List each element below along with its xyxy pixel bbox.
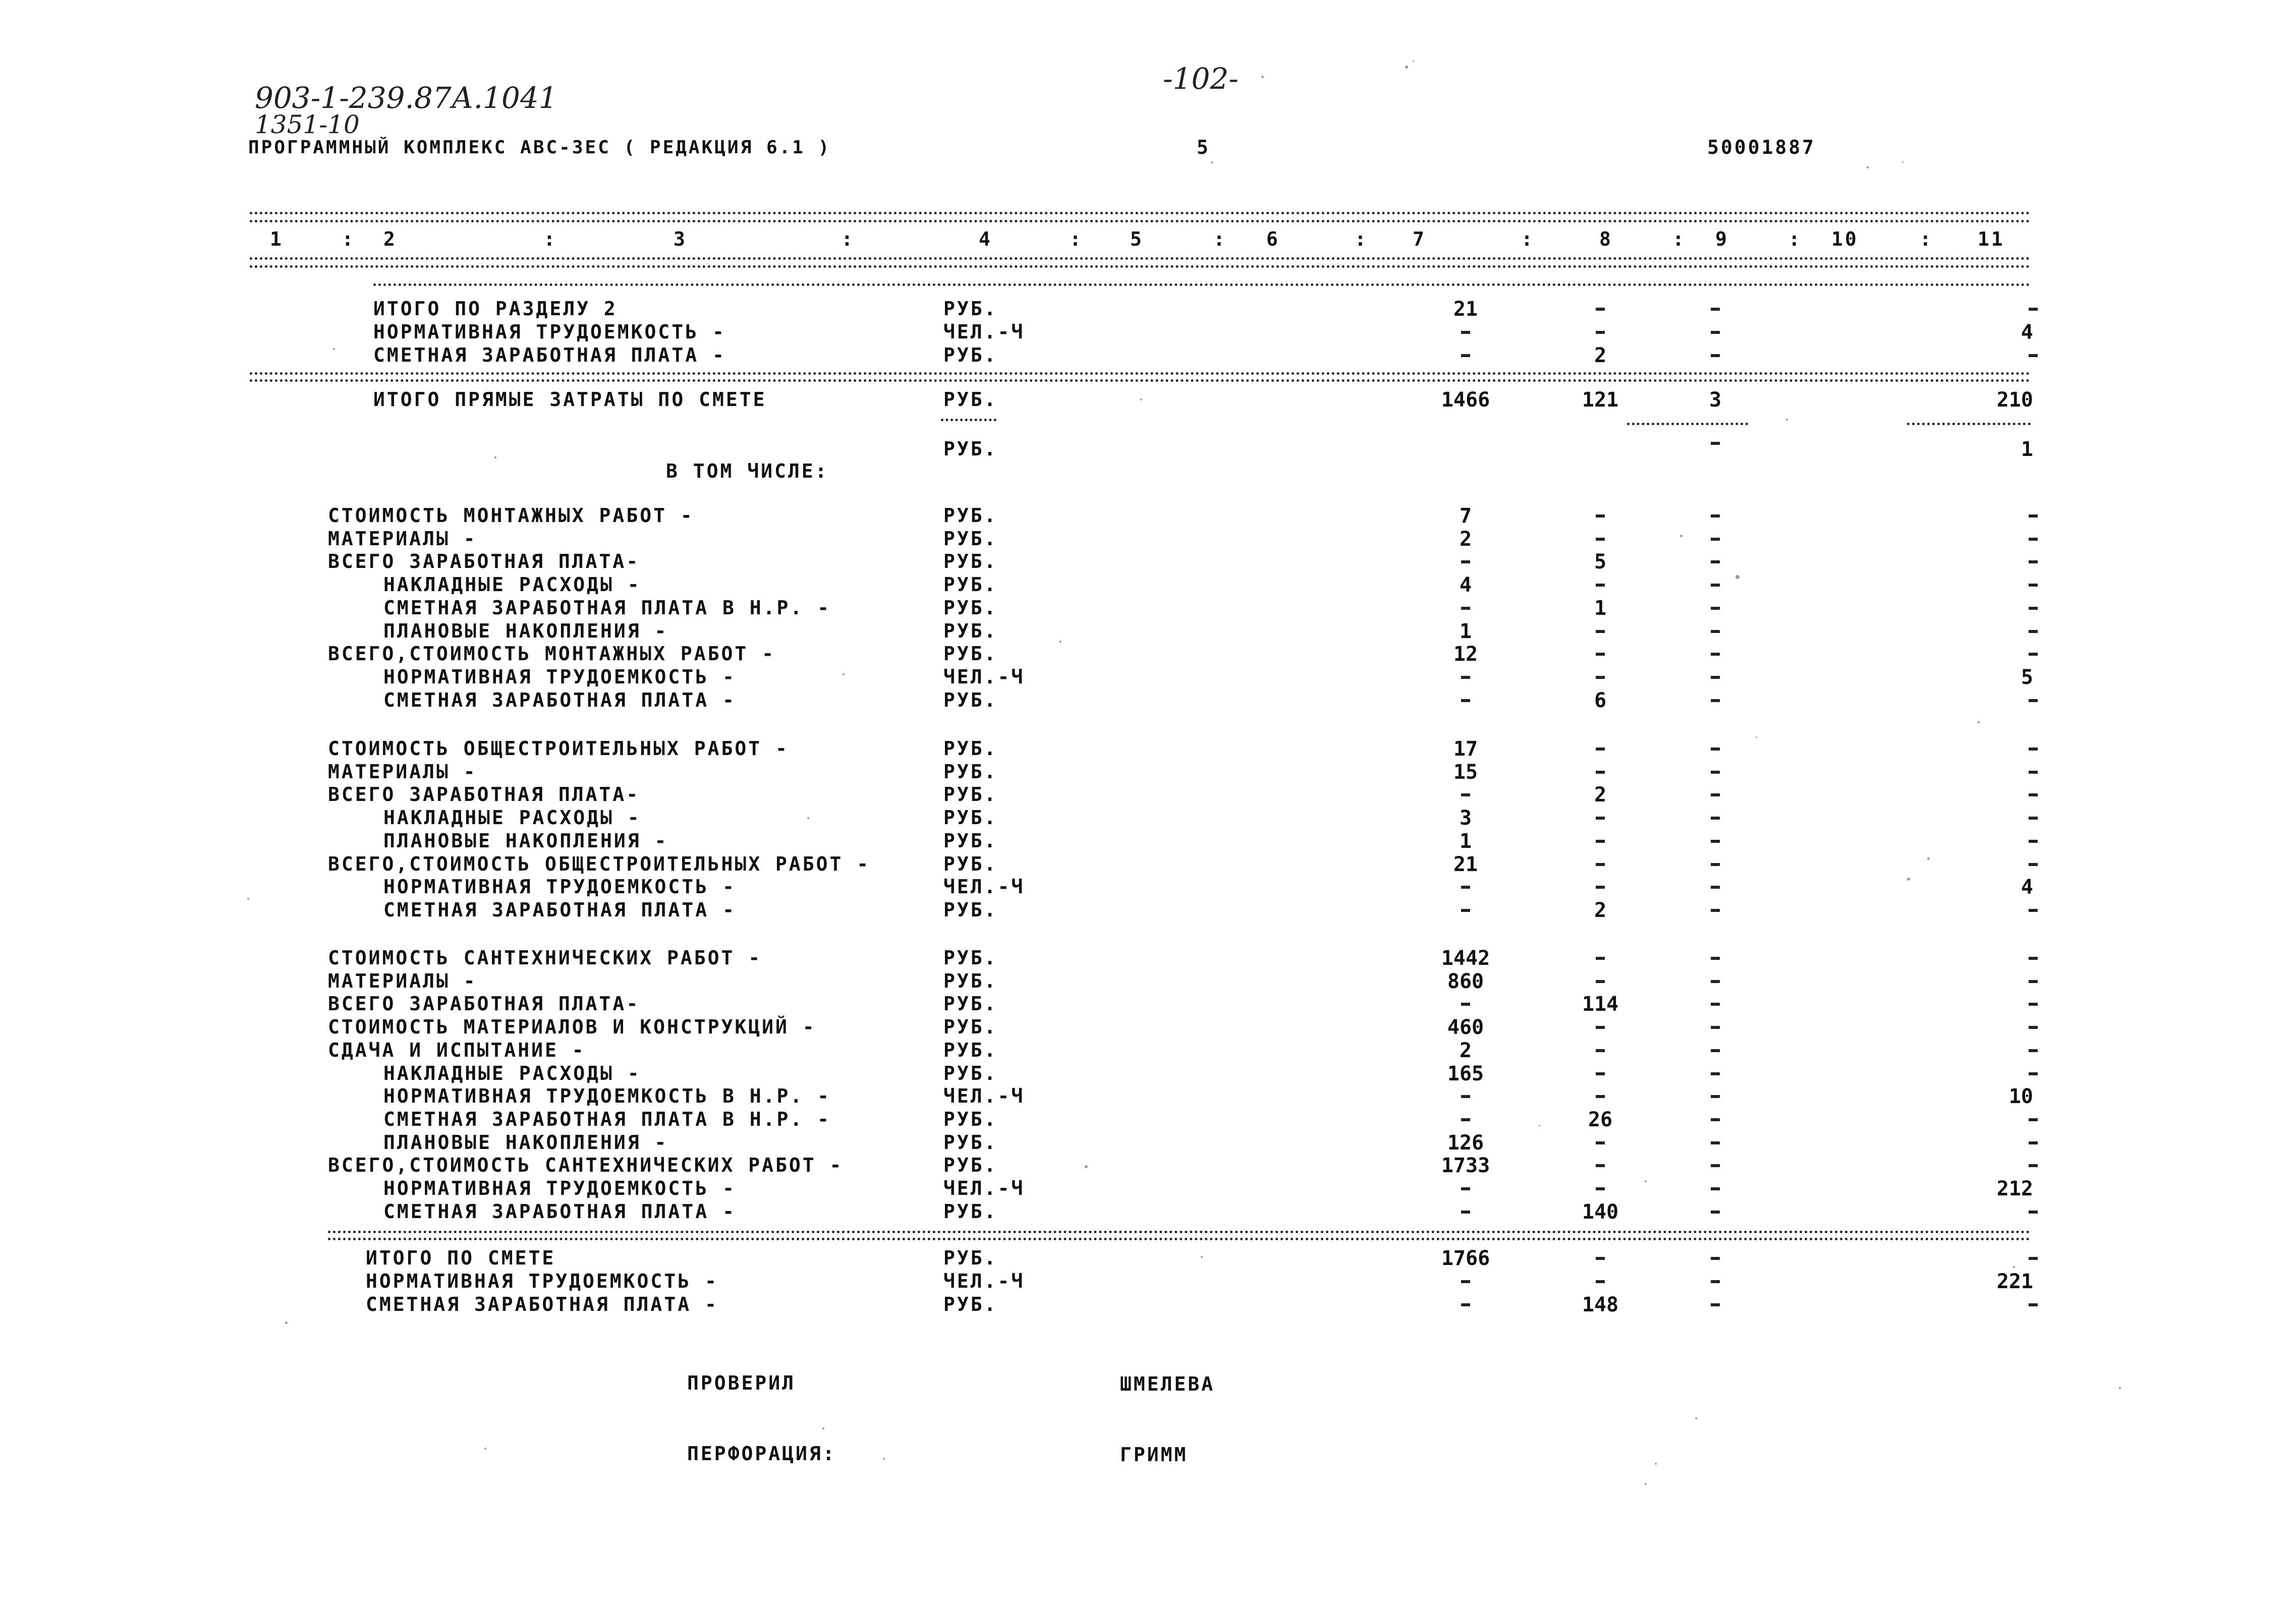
group-0-row-2-col8: 5	[1594, 550, 1607, 574]
program-line: ПРОГРАММНЫЙ КОМПЛЕКС АВС-3ЕС ( РЕДАКЦИЯ 6.1 )	[248, 137, 831, 158]
group-2-row-0-col7: 1442	[1441, 947, 1490, 970]
column-header-5: 5	[1130, 228, 1144, 250]
group-2-row-10-col11: 212	[1996, 1177, 2033, 1200]
group-0-row-1-col11	[2029, 538, 2038, 541]
group-2-row-4-col9	[1711, 1049, 1720, 1052]
scan-speck	[1756, 736, 1757, 738]
group-0-row-3-col11	[2029, 584, 2038, 587]
scan-speck	[2119, 1387, 2121, 1389]
scan-speck	[1085, 1165, 1088, 1168]
group-2-row-2-col7	[1461, 1003, 1470, 1006]
column-separator: :	[1672, 228, 1686, 250]
group-2-row-6-unit: ЧЕЛ.-Ч	[943, 1085, 1025, 1108]
section-total-0-col8	[1596, 308, 1605, 311]
column-header-4: 4	[979, 228, 992, 250]
group-2-row-8-col7: 126	[1447, 1131, 1484, 1155]
group-0-row-0-col7: 7	[1459, 504, 1472, 528]
group-2-row-2-label: ВСЕГО ЗАРАБОТНАЯ ПЛАТА-	[328, 993, 640, 1015]
group-0-row-7-unit: ЧЕЛ.-Ч	[943, 665, 1025, 688]
group-0-row-4-col8: 1	[1594, 596, 1607, 620]
extra-row-unit: РУБ.	[943, 438, 998, 460]
group-1-row-0-col8	[1596, 747, 1605, 751]
group-2-row-6-col8	[1596, 1095, 1605, 1098]
group-1-row-7-col7	[1461, 909, 1470, 912]
short-rule-unit	[941, 419, 996, 421]
section-total-2-col8: 2	[1594, 344, 1607, 367]
scan-speck	[247, 898, 249, 900]
group-1-row-6-unit: ЧЕЛ.-Ч	[943, 876, 1025, 898]
estimate-total-0-col8	[1596, 1257, 1605, 1260]
estimate-total-1-label: НОРМАТИВНАЯ ТРУДОЕМКОСТЬ -	[366, 1270, 718, 1292]
estimate-total-2-unit: РУБ.	[943, 1293, 998, 1315]
group-2-row-11-col9	[1711, 1211, 1720, 1214]
group-0-row-7-col8	[1596, 676, 1605, 679]
group-2-row-2-col8: 114	[1582, 993, 1619, 1016]
group-1-row-3-label: НАКЛАДНЫЕ РАСХОДЫ -	[383, 807, 641, 829]
group-2-row-5-col9	[1711, 1072, 1720, 1075]
group-1-row-1-col8	[1596, 771, 1605, 774]
section-total-1-unit: ЧЕЛ.-Ч	[943, 321, 1025, 343]
group-1-row-2-col8: 2	[1594, 783, 1607, 807]
group-2-row-10-col8	[1596, 1187, 1605, 1190]
group-2-row-4-label: СДАЧА И ИСПЫТАНИЕ -	[328, 1039, 586, 1061]
group-2-row-9-unit: РУБ.	[943, 1154, 998, 1177]
scan-speck	[1680, 535, 1683, 537]
column-header-8: 8	[1599, 228, 1613, 250]
scan-speck	[1413, 61, 1414, 62]
direct-costs-col11: 210	[1996, 388, 2033, 412]
group-1-row-0-label: СТОИМОСТЬ ОБЩЕСТРОИТЕЛЬНЫХ РАБОТ -	[328, 737, 789, 760]
group-0-row-5-label: ПЛАНОВЫЕ НАКОПЛЕНИЯ -	[383, 619, 668, 642]
group-2-row-10-col9	[1711, 1187, 1720, 1190]
group-2-row-9-col9	[1711, 1164, 1720, 1167]
group-1-row-3-col7: 3	[1459, 807, 1472, 830]
group-2-row-5-col11	[2029, 1072, 2038, 1075]
column-separator: :	[1920, 228, 1933, 250]
estimate-total-1-unit: ЧЕЛ.-Ч	[943, 1270, 1025, 1292]
section-rule-bottom	[250, 372, 2031, 375]
group-1-row-3-col8	[1596, 817, 1605, 820]
group-0-row-0-unit: РУБ.	[943, 504, 998, 527]
scan-speck	[1978, 721, 1980, 723]
group-0-row-4-col9	[1711, 607, 1720, 610]
estimate-total-1-col8	[1596, 1280, 1605, 1283]
group-2-row-6-label: НОРМАТИВНАЯ ТРУДОЕМКОСТЬ В Н.Р. -	[383, 1085, 831, 1108]
short-rule-col11	[1907, 423, 2031, 425]
group-2-row-3-col11	[2029, 1026, 2038, 1029]
estimate-total-2-col7	[1461, 1303, 1470, 1306]
section-total-0-col7: 21	[1453, 298, 1478, 321]
scan-speck	[883, 1458, 885, 1460]
section-total-0-col11	[2029, 308, 2038, 311]
group-2-row-4-unit: РУБ.	[943, 1039, 998, 1061]
checked-by-name: ШМЕЛЕВА	[1120, 1373, 1215, 1395]
group-0-row-7-col11: 5	[2021, 665, 2033, 689]
column-separator: :	[1070, 228, 1083, 250]
section-total-0-unit: РУБ.	[943, 298, 998, 320]
checked-by-label: ПРОВЕРИЛ	[687, 1372, 796, 1394]
group-1-row-2-label: ВСЕГО ЗАРАБОТНАЯ ПЛАТА-	[328, 783, 640, 806]
estimate-total-0-label: ИТОГО ПО СМЕТЕ	[366, 1247, 556, 1269]
group-2-row-8-col8	[1596, 1141, 1605, 1144]
group-2-row-0-col8	[1596, 957, 1605, 960]
scan-speck	[1867, 166, 1869, 168]
estimate-total-0-col11	[2029, 1257, 2038, 1260]
scan-speck	[1140, 398, 1142, 400]
group-2-row-4-col11	[2029, 1049, 2038, 1052]
group-2-row-7-col8: 26	[1588, 1108, 1613, 1131]
group-0-row-3-col7: 4	[1459, 573, 1472, 597]
group-1-row-3-col11	[2029, 817, 2038, 820]
handwritten-document-number: 903-1-239.87А.1041	[255, 81, 557, 115]
group-2-row-4-col7: 2	[1459, 1039, 1472, 1062]
group-1-row-1-col11	[2029, 771, 2038, 774]
column-header-11: 11	[1978, 228, 2005, 250]
group-0-row-2-col11	[2029, 560, 2038, 563]
column-separator: :	[1788, 228, 1802, 250]
group-2-row-0-col11	[2029, 957, 2038, 960]
group-1-row-6-col11: 4	[2021, 876, 2033, 899]
group-1-row-7-label: СМЕТНАЯ ЗАРАБОТНАЯ ПЛАТА -	[383, 898, 736, 921]
page-number: -102-	[1163, 62, 1239, 96]
scan-speck	[1059, 641, 1061, 643]
scan-speck	[843, 673, 845, 675]
group-2-row-10-label: НОРМАТИВНАЯ ТРУДОЕМКОСТЬ -	[383, 1177, 736, 1199]
group-0-row-8-col11	[2029, 699, 2038, 702]
group-2-row-9-col8	[1596, 1164, 1605, 1167]
estimate-total-1-col9	[1711, 1280, 1720, 1283]
group-1-row-1-col9	[1711, 771, 1720, 774]
group-1-row-0-unit: РУБ.	[943, 737, 998, 760]
group-1-row-5-label: ВСЕГО,СТОИМОСТЬ ОБЩЕСТРОИТЕЛЬНЫХ РАБОТ -	[328, 852, 871, 875]
scan-speck	[1211, 161, 1213, 163]
group-2-row-8-col11	[2029, 1141, 2038, 1144]
group-1-row-5-col8	[1596, 863, 1605, 866]
section-total-1-label: НОРМАТИВНАЯ ТРУДОЕМКОСТЬ -	[373, 321, 726, 343]
column-header-9: 9	[1715, 228, 1729, 250]
group-0-row-6-label: ВСЕГО,СТОИМОСТЬ МОНТАЖНЫХ РАБОТ -	[328, 643, 775, 665]
group-1-row-2-unit: РУБ.	[943, 783, 998, 806]
group-2-row-0-label: СТОИМОСТЬ САНТЕХНИЧЕСКИХ РАБОТ -	[328, 947, 762, 969]
group-1-row-1-label: МАТЕРИАЛЫ -	[328, 760, 477, 783]
group-1-row-5-unit: РУБ.	[943, 852, 998, 875]
group-2-row-8-unit: РУБ.	[943, 1131, 998, 1154]
estimate-total-2-col11	[2029, 1303, 2038, 1306]
group-0-row-5-col7: 1	[1459, 619, 1472, 643]
extra-row-col11: 1	[2021, 438, 2033, 461]
group-1-row-4-unit: РУБ.	[943, 829, 998, 852]
section-total-2-label: СМЕТНАЯ ЗАРАБОТНАЯ ПЛАТА -	[373, 344, 726, 366]
group-2-row-11-col11	[2029, 1211, 2038, 1214]
group-0-row-7-col9	[1711, 676, 1720, 679]
group-0-row-5-col8	[1596, 630, 1605, 633]
group-2-row-3-label: СТОИМОСТЬ МАТЕРИАЛОВ И КОНСТРУКЦИЙ -	[328, 1016, 816, 1039]
direct-costs-label: ИТОГО ПРЯМЫЕ ЗАТРАТЫ ПО СМЕТЕ	[373, 388, 767, 411]
group-1-row-4-col7: 1	[1459, 829, 1472, 853]
group-2-row-8-label: ПЛАНОВЫЕ НАКОПЛЕНИЯ -	[383, 1131, 668, 1154]
group-2-row-0-unit: РУБ.	[943, 947, 998, 969]
scan-speck	[1645, 1180, 1647, 1182]
group-0-row-8-label: СМЕТНАЯ ЗАРАБОТНАЯ ПЛАТА -	[383, 688, 736, 711]
group-1-row-2-col11	[2029, 793, 2038, 796]
group-0-row-2-unit: РУБ.	[943, 550, 998, 573]
scan-speck	[1927, 857, 1930, 860]
column-header-3: 3	[674, 228, 687, 250]
group-2-row-2-col9	[1711, 1003, 1720, 1006]
group-0-row-0-col9	[1711, 514, 1720, 517]
direct-costs-col9: 3	[1709, 388, 1722, 412]
sheet-mark: 5	[1197, 136, 1210, 158]
group-0-row-7-col7	[1461, 676, 1470, 679]
section-rule-bottom-2	[250, 379, 2031, 382]
group-1-row-7-unit: РУБ.	[943, 898, 998, 921]
section-total-2-col7	[1461, 354, 1470, 357]
column-header-7: 7	[1413, 228, 1426, 250]
group-0-row-8-col7	[1461, 699, 1470, 702]
group-1-row-5-col11	[2029, 863, 2038, 866]
group-2-row-7-col11	[2029, 1118, 2038, 1121]
group-2-row-0-col9	[1711, 957, 1720, 960]
group-0-row-2-col7	[1461, 560, 1470, 563]
group-1-row-7-col9	[1711, 909, 1720, 912]
group-0-row-4-col7	[1461, 607, 1470, 610]
group-2-row-7-col7	[1461, 1118, 1470, 1121]
group-2-row-1-label: МАТЕРИАЛЫ -	[328, 969, 477, 992]
group-0-row-1-col9	[1711, 538, 1720, 541]
group-0-row-3-unit: РУБ.	[943, 573, 998, 596]
group-0-row-0-col11	[2029, 514, 2038, 517]
group-1-row-5-col7: 21	[1453, 852, 1478, 876]
short-rule-col9	[1627, 423, 1748, 425]
group-0-row-6-col7: 12	[1453, 643, 1478, 666]
document-code: 50001887	[1707, 136, 1816, 158]
header-rule-2	[250, 220, 2031, 222]
group-2-row-1-col8	[1596, 980, 1605, 983]
group-1-row-4-col9	[1711, 840, 1720, 843]
group-1-row-1-col7: 15	[1453, 760, 1478, 784]
scan-speck	[333, 348, 335, 350]
header-rule-top	[250, 212, 2031, 214]
direct-costs-unit: РУБ.	[943, 388, 998, 411]
column-header-2: 2	[383, 228, 397, 250]
group-0-row-4-col11	[2029, 607, 2038, 610]
direct-costs-col7: 1466	[1441, 388, 1490, 412]
group-0-row-5-col11	[2029, 630, 2038, 633]
group-0-row-5-unit: РУБ.	[943, 619, 998, 642]
group-1-row-7-col8: 2	[1594, 898, 1607, 922]
group-2-row-5-unit: РУБ.	[943, 1062, 998, 1084]
group-1-row-0-col11	[2029, 747, 2038, 751]
estimate-total-0-col7: 1766	[1441, 1247, 1490, 1270]
scan-speck	[1261, 76, 1264, 78]
perforation-name: ГРИММ	[1120, 1444, 1188, 1466]
scan-speck	[1655, 1463, 1657, 1465]
scan-speck	[807, 817, 809, 819]
handwritten-sheet-code: 1351-10	[255, 110, 360, 139]
scan-speck	[1735, 575, 1740, 579]
section-total-0-label: ИТОГО ПО РАЗДЕЛУ 2	[373, 298, 618, 320]
group-0-row-6-unit: РУБ.	[943, 643, 998, 665]
group-1-row-4-col8	[1596, 840, 1605, 843]
group-0-row-2-col9	[1711, 560, 1720, 563]
group-2-row-11-col7	[1461, 1211, 1470, 1214]
scan-speck	[1645, 1483, 1647, 1485]
group-1-row-1-unit: РУБ.	[943, 760, 998, 783]
group-2-row-11-col8: 140	[1582, 1200, 1619, 1224]
group-1-row-6-label: НОРМАТИВНАЯ ТРУДОЕМКОСТЬ -	[383, 876, 736, 898]
group-2-row-1-col11	[2029, 980, 2038, 983]
group-0-row-8-col8: 6	[1594, 688, 1607, 712]
group-0-row-2-label: ВСЕГО ЗАРАБОТНАЯ ПЛАТА-	[328, 550, 640, 573]
group-0-row-4-unit: РУБ.	[943, 596, 998, 619]
group-2-row-5-label: НАКЛАДНЫЕ РАСХОДЫ -	[383, 1062, 641, 1084]
group-1-row-2-col7	[1461, 793, 1470, 796]
group-0-row-5-col9	[1711, 630, 1720, 633]
scan-speck	[1405, 66, 1408, 69]
estimate-total-1-col11: 221	[1996, 1270, 2033, 1293]
group-2-row-5-col7: 165	[1447, 1062, 1484, 1085]
scan-speck	[1902, 161, 1903, 163]
estimate-total-0-col9	[1711, 1257, 1720, 1260]
group-1-row-6-col8	[1596, 886, 1605, 889]
group-2-row-3-col8	[1596, 1026, 1605, 1029]
scan-speck	[494, 456, 496, 458]
group-1-row-4-label: ПЛАНОВЫЕ НАКОПЛЕНИЯ -	[383, 829, 668, 852]
group-0-row-1-col7: 2	[1459, 527, 1472, 551]
group-0-row-3-col8	[1596, 584, 1605, 587]
column-header-10: 10	[1831, 228, 1859, 250]
group-0-row-8-unit: РУБ.	[943, 688, 998, 711]
totals-rule-2	[328, 1238, 2031, 1240]
group-1-row-3-unit: РУБ.	[943, 807, 998, 829]
scan-speck	[1695, 1417, 1697, 1419]
group-0-row-1-col8	[1596, 538, 1605, 541]
column-separator: :	[1521, 228, 1535, 250]
group-2-row-3-col9	[1711, 1026, 1720, 1029]
group-1-row-6-col7	[1461, 886, 1470, 889]
estimate-total-2-col8: 148	[1582, 1293, 1619, 1316]
group-0-row-8-col9	[1711, 699, 1720, 702]
group-2-row-9-label: ВСЕГО,СТОИМОСТЬ САНТЕХНИЧЕСКИХ РАБОТ -	[328, 1154, 844, 1177]
column-separator: :	[1213, 228, 1227, 250]
group-0-row-3-label: НАКЛАДНЫЕ РАСХОДЫ -	[383, 573, 641, 596]
section-rule-top	[373, 283, 2031, 286]
group-2-row-3-col7: 460	[1447, 1016, 1484, 1040]
scan-speck	[1786, 419, 1788, 421]
section-total-1-col7	[1461, 331, 1470, 334]
group-2-row-1-col7: 860	[1447, 969, 1484, 993]
scan-speck	[2013, 1266, 2015, 1268]
group-2-row-2-unit: РУБ.	[943, 993, 998, 1015]
group-0-row-1-unit: РУБ.	[943, 527, 998, 550]
group-2-row-7-unit: РУБ.	[943, 1108, 998, 1130]
group-1-row-5-col9	[1711, 863, 1720, 866]
group-2-row-6-col11: 10	[2008, 1085, 2033, 1109]
group-0-row-7-label: НОРМАТИВНАЯ ТРУДОЕМКОСТЬ -	[383, 665, 736, 688]
section-total-1-col9	[1711, 331, 1720, 334]
header-rule-3	[250, 257, 2031, 260]
group-2-row-4-col8	[1596, 1049, 1605, 1052]
group-2-row-1-unit: РУБ.	[943, 969, 998, 992]
group-0-row-0-col8	[1596, 514, 1605, 517]
group-2-row-10-col7	[1461, 1187, 1470, 1190]
section-total-0-col9	[1711, 308, 1720, 311]
perforation-label: ПЕРФОРАЦИЯ:	[687, 1443, 836, 1465]
group-1-row-7-col11	[2029, 909, 2038, 912]
scan-speck	[1201, 1256, 1203, 1258]
group-2-row-11-unit: РУБ.	[943, 1200, 998, 1223]
estimate-total-2-label: СМЕТНАЯ ЗАРАБОТНАЯ ПЛАТА -	[366, 1293, 718, 1315]
group-0-row-0-label: СТОИМОСТЬ МОНТАЖНЫХ РАБОТ -	[328, 504, 694, 527]
group-2-row-11-label: СМЕТНАЯ ЗАРАБОТНАЯ ПЛАТА -	[383, 1200, 736, 1223]
group-2-row-7-label: СМЕТНАЯ ЗАРАБОТНАЯ ПЛАТА В Н.Р. -	[383, 1108, 831, 1130]
column-header-1: 1	[270, 228, 284, 250]
column-header-6: 6	[1266, 228, 1280, 250]
group-2-row-8-col9	[1711, 1141, 1720, 1144]
group-0-row-4-label: СМЕТНАЯ ЗАРАБОТНАЯ ПЛАТА В Н.Р. -	[383, 596, 831, 619]
section-total-1-col8	[1596, 331, 1605, 334]
group-2-row-5-col8	[1596, 1072, 1605, 1075]
scan-speck	[1539, 1125, 1540, 1126]
scan-speck	[285, 1321, 288, 1324]
group-0-row-6-col9	[1711, 653, 1720, 656]
group-2-row-3-unit: РУБ.	[943, 1016, 998, 1039]
direct-costs-col8: 121	[1582, 388, 1619, 412]
group-1-row-2-col9	[1711, 793, 1720, 796]
column-separator: :	[342, 228, 356, 250]
group-1-row-4-col11	[2029, 840, 2038, 843]
scan-speck	[1907, 878, 1910, 881]
group-2-row-10-unit: ЧЕЛ.-Ч	[943, 1177, 1025, 1199]
including-label: В ТОМ ЧИСЛЕ:	[666, 460, 829, 482]
totals-rule-top	[328, 1231, 2031, 1233]
group-0-row-3-col9	[1711, 584, 1720, 587]
scan-speck	[822, 1427, 824, 1429]
group-1-row-6-col9	[1711, 886, 1720, 889]
header-rule-bottom	[250, 265, 2031, 268]
group-0-row-6-col8	[1596, 653, 1605, 656]
group-1-row-0-col7: 17	[1453, 737, 1478, 761]
scan-speck	[484, 1448, 486, 1450]
section-total-2-unit: РУБ.	[943, 344, 998, 366]
group-2-row-9-col11	[2029, 1164, 2038, 1167]
group-1-row-3-col9	[1711, 817, 1720, 820]
column-separator: :	[543, 228, 557, 250]
column-separator: :	[1355, 228, 1368, 250]
group-2-row-9-col7: 1733	[1441, 1154, 1490, 1178]
extra-row-col9	[1711, 442, 1720, 445]
group-0-row-6-col11	[2029, 653, 2038, 656]
column-separator: :	[841, 228, 855, 250]
section-total-2-col11	[2029, 354, 2038, 357]
section-total-2-col9	[1711, 354, 1720, 357]
group-2-row-6-col7	[1461, 1095, 1470, 1098]
group-2-row-1-col9	[1711, 980, 1720, 983]
group-2-row-2-col11	[2029, 1003, 2038, 1006]
estimate-total-1-col7	[1461, 1280, 1470, 1283]
estimate-total-0-unit: РУБ.	[943, 1247, 998, 1269]
section-total-1-col11: 4	[2021, 321, 2033, 344]
group-2-row-7-col9	[1711, 1118, 1720, 1121]
group-0-row-1-label: МАТЕРИАЛЫ -	[328, 527, 477, 550]
group-1-row-0-col9	[1711, 747, 1720, 751]
estimate-total-2-col9	[1711, 1303, 1720, 1306]
group-2-row-6-col9	[1711, 1095, 1720, 1098]
